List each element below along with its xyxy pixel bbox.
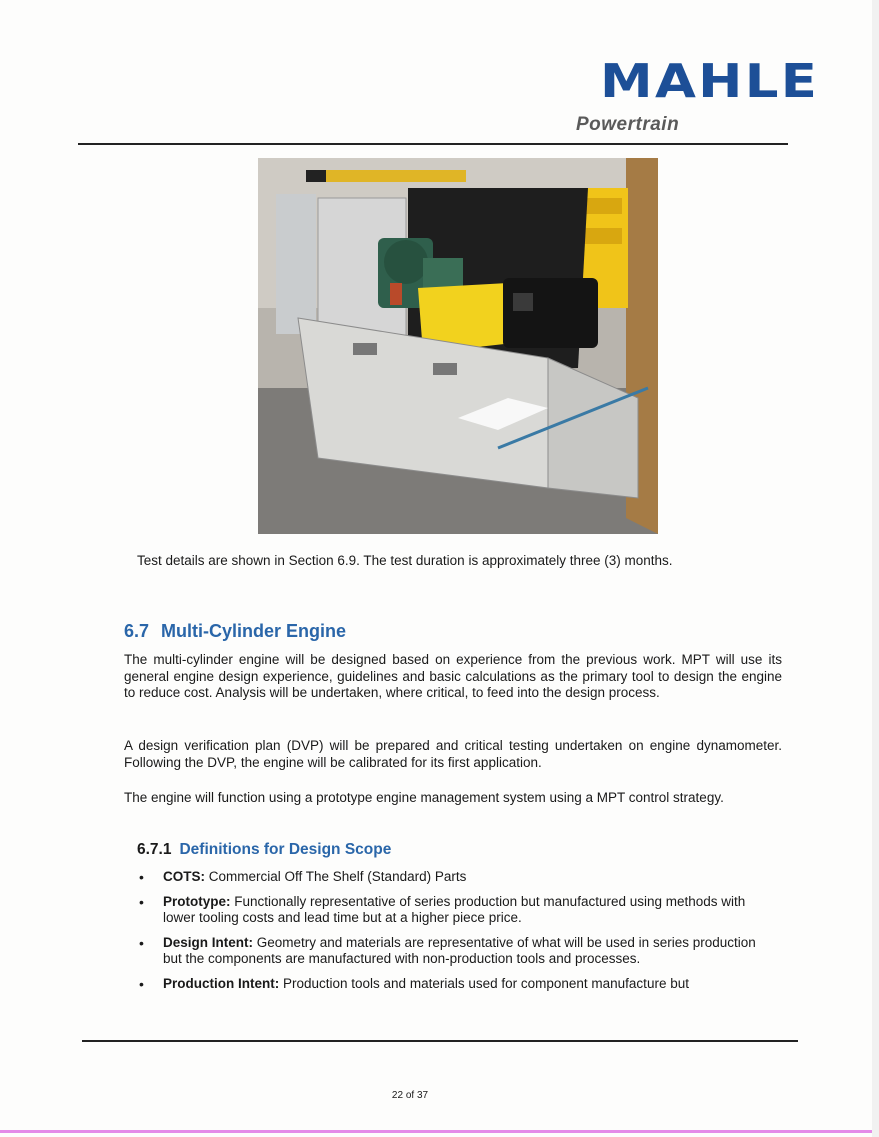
paragraph: The engine will function using a prototype engine management system using a MPT control strategy. [124,790,724,805]
section-heading [124,621,346,642]
term: Prototype: [163,893,231,909]
photo-caption: Test details are shown in Section 6.9. The test duration is approximately three (3) months. [137,553,673,568]
subsection-heading [137,841,391,859]
list-item [137,894,777,927]
term: Design Intent: [163,934,253,950]
section-title: Multi-Cylinder Engine [161,621,347,641]
engine-test-rig-photo [258,158,658,534]
header-rule [78,143,788,145]
footer-rule [82,1040,798,1042]
brand-wordmark: MAHLE [600,54,820,108]
subsection-title: Definitions for Design Scope [179,841,392,858]
definition: Geometry and materials are representative of what will be used in series production but the components are manufactured with non-production tools and processes. [163,934,756,966]
term: Production Intent: [163,975,280,991]
division-name: Powertrain [576,114,680,135]
subsection-number: 6.7.1 [137,841,172,858]
margin-line [0,1130,879,1133]
list-item [137,935,777,968]
section-number: 6.7 [124,621,150,641]
mahle-logo [600,54,820,108]
term: COTS: [163,869,205,884]
definitions-list [137,869,777,1000]
page-number: 22 of 37 [391,1090,429,1101]
paragraph: The multi-cylinder engine will be designed based on experience from the previous work. MPT will use its general engine design experience, guidelines and basic calculations as the primary tool to design the engine to reduce cost. Analysis will be undertaken, where critical, to feed into the design process. [124,652,782,700]
definition: Functionally representative of series production but manufactured using methods with lower tooling costs and lead time but at a higher piece price. [163,893,746,925]
paragraph: A design verification plan (DVP) will be prepared and critical testing undertaken on engine dynamometer. Following the DVP, the engine will be calibrated for its first application. [124,738,782,770]
definition: Commercial Off The Shelf (Standard) Parts [205,869,467,884]
list-item [137,869,777,886]
list-item [137,976,777,993]
page-edge [872,0,879,1137]
definition: Production tools and materials used for component manufacture but [279,975,689,991]
